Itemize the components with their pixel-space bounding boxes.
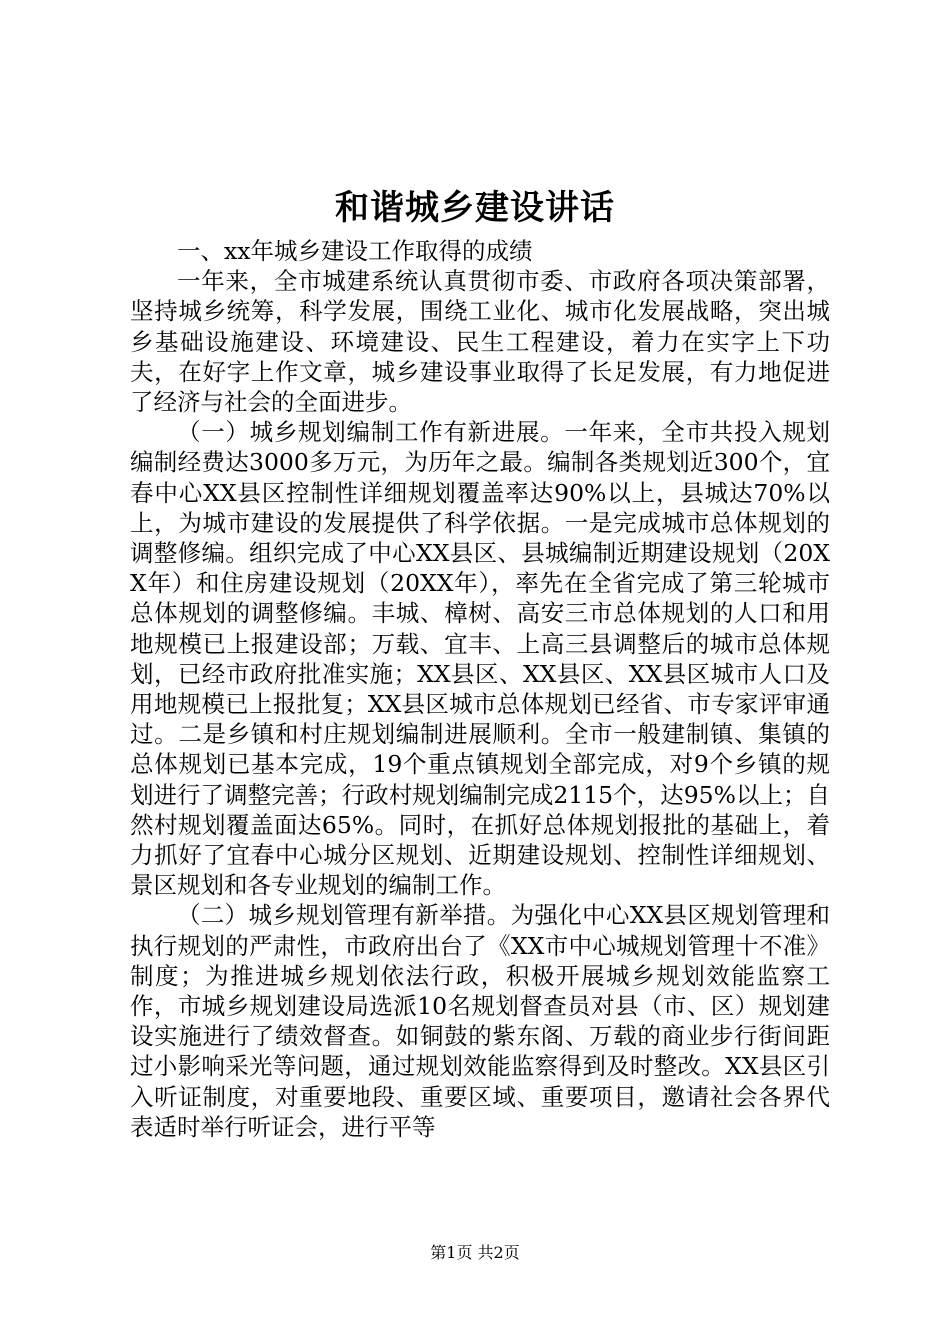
page-number-footer: 第1页 共2页 xyxy=(430,1243,520,1262)
paragraph-intro: 一年来，全市城建系统认真贯彻市委、市政府各项决策部署，坚持城乡统筹，科学发展，围绕工业化、城市化发展战略，突出城乡基础设施建设、环境建设、民生工程建设，着力在实字上下功夫，在好字上作文章，城乡建设事业取得了长足发展，有力地促进了经济与社会的全面进步。 xyxy=(130,267,830,417)
section-heading: 一、xx年城乡建设工作取得的成绩 xyxy=(177,237,533,265)
document-title: 和谐城乡建设讲话 xyxy=(335,188,615,228)
document-body xyxy=(130,236,830,1142)
paragraph-planning-management: （二）城乡规划管理有新举措。为强化中心XX县区规划管理和执行规划的严肃性，市政府出台了《XX市中心城规划管理十不准》制度；为推进城乡规划依法行政，积极开展城乡规划效能监察工作，市城乡规划建设局选派10名规划督查员对县（市、区）规划建设实施进行了绩效督查。如铜鼓的紫东阁、万载的商业步行街间距过小影响采光等问题，通过规划效能监察得到及时整改。XX县区引入听证制度，对重要地段、重要区域、重要项目，邀请社会各界代表适时举行听证会，进行平等 xyxy=(130,901,830,1141)
paragraph-planning-progress: （一）城乡规划编制工作有新进展。一年来，全市共投入规划编制经费达3000多万元，为历年之最。编制各类规划近300个，宜春中心XX县区控制性详细规划覆盖率达90%以上，县城达70%以上，为城市建设的发展提供了科学依据。一是完成城市总体规划的调整修编。组织完成了中心XX县区、县城编制近期建设规划（20XX年）和住房建设规划（20XX年），率先在全省完成了第三轮城市总体规划的调整修编。丰城、樟树、高安三市总体规划的人口和用地规模已上报建设部；万载、宜丰、上高三县调整后的城市总体规划，已经市政府批准实施；XX县区、XX县区、XX县区城市人口及用地规模已上报批复；XX县区城市总体规划已经省、市专家评审通过。二是乡镇和村庄规划编制进展顺利。全市一般建制镇、集镇的总体规划已基本完成，19个重点镇规划全部完成，对9个乡镇的规划进行了调整完善；行政村规划编制完成2115个，达95%以上；自然村规划覆盖面达65%。同时，在抓好总体规划报批的基础上，着力抓好了宜春中心城分区规划、近期建设规划、控制性详细规划、景区规划和各专业规划的编制工作。 xyxy=(130,418,830,900)
